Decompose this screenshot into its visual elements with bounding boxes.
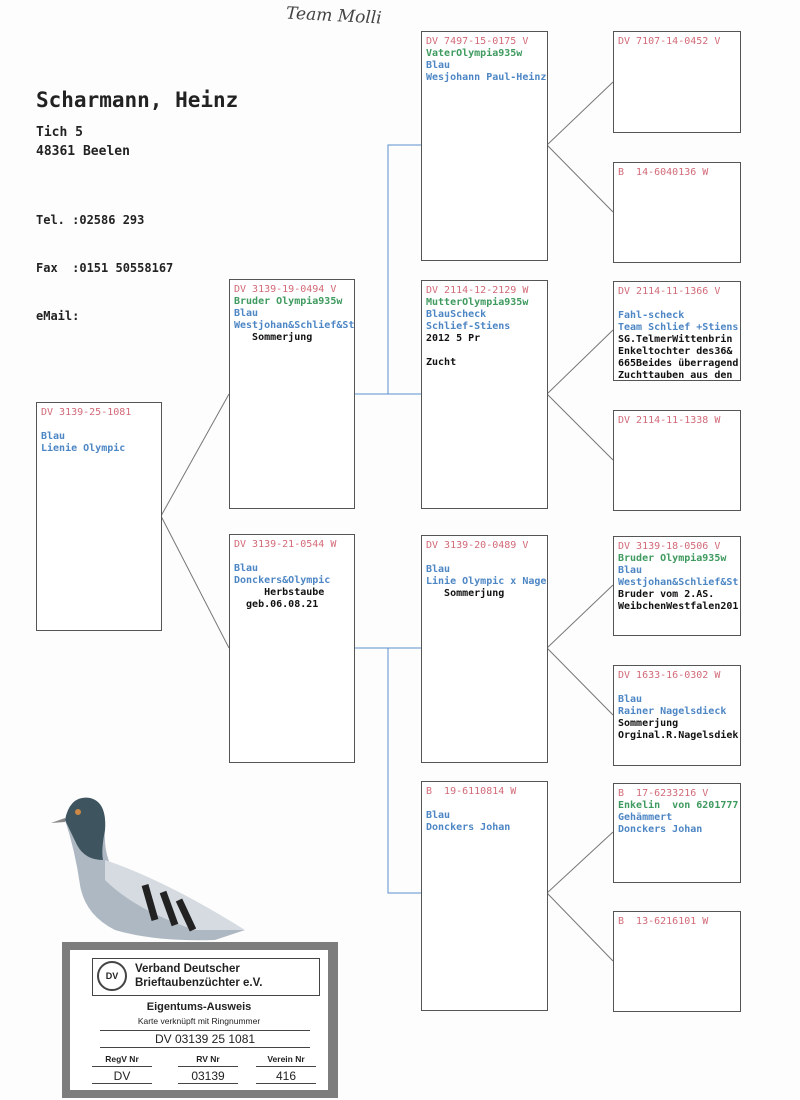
- ring-number: DV 3139-21-0544 W: [234, 539, 337, 550]
- ring-number: B 19-6110814 W: [426, 786, 517, 797]
- card-org-line2: Brieftaubenzüchter e.V.: [135, 977, 263, 989]
- vdbt-logo: DV: [97, 961, 127, 991]
- pedigree-line: WeibchenWestfalen201: [618, 601, 739, 612]
- owner-address: [36, 123, 130, 161]
- card-title: Eigentums-Ausweis: [146, 1001, 252, 1013]
- pedigree-line: Wesjohann Paul-Heinz: [426, 72, 547, 83]
- pedigree-line: Donckers Johan: [426, 822, 511, 833]
- pedigree-line: [618, 682, 736, 694]
- pedigree-line: Rainer Nagelsdieck: [618, 706, 727, 717]
- card-col-header: RV Nr: [178, 1054, 238, 1067]
- ring-number: DV 2114-12-2129 W: [426, 285, 529, 296]
- pedigree-line: Donckers Johan: [618, 824, 703, 835]
- ring-number: B 13-6216101 W: [618, 916, 709, 927]
- card-subtitle: Karte verknüpft mit Ringnummer: [137, 1016, 261, 1026]
- pedigree-line: Herbstaube: [234, 587, 325, 598]
- ring-number: DV 3139-25-1081: [41, 407, 132, 418]
- pedigree-line: Blau: [618, 694, 643, 705]
- pedigree-box-dam: [229, 534, 355, 763]
- handwritten-note: Team Molli: [285, 3, 383, 29]
- pedigree-line: Blau: [426, 564, 451, 575]
- pedigree-box-ddd: [613, 911, 741, 1012]
- card-col-header: Verein Nr: [256, 1054, 316, 1067]
- pedigree-box-sire-dam: [421, 280, 548, 509]
- owner-tel: Tel. :02586 293: [36, 213, 145, 227]
- pedigree-line: Sommerjung: [618, 718, 679, 729]
- card-col-regv: [92, 1054, 152, 1084]
- pedigree-line: 665Beides überragend: [618, 358, 739, 369]
- ownership-card: [62, 942, 338, 1098]
- pedigree-line: Westjohan&Schlief&St: [234, 320, 355, 331]
- pedigree-line: BlauScheck: [426, 309, 487, 320]
- ring-number: DV 3139-18-0506 V: [618, 541, 721, 552]
- pedigree-line: Orginal.R.Nagelsdiek: [618, 730, 739, 741]
- pedigree-line: Donckers&Olympic: [234, 575, 331, 586]
- pedigree-box-sire-sire: [421, 31, 548, 261]
- pedigree-line: Sommerjung: [426, 588, 505, 599]
- pedigree-line: Enkelin von 6201777: [618, 800, 739, 811]
- pedigree-line: [426, 798, 543, 810]
- ring-number: DV 2114-11-1338 W: [618, 415, 721, 426]
- pedigree-line: Gehämmert: [618, 812, 673, 823]
- card-col-value: 416: [256, 1069, 316, 1084]
- pedigree-line: Zuchttauben aus den: [618, 370, 733, 381]
- owner-fax: Fax :0151 50558167: [36, 261, 174, 275]
- pedigree-line: Zucht: [426, 357, 457, 368]
- pigeon-image: [45, 790, 265, 950]
- card-header: [92, 958, 320, 996]
- pedigree-line: [426, 552, 543, 564]
- pedigree-line: Bruder vom 2.AS.: [618, 589, 715, 600]
- pedigree-line: Sommerjung: [234, 332, 313, 343]
- pedigree-line: Blau: [41, 431, 66, 442]
- pedigree-line: Bruder Olympia935w: [618, 553, 727, 564]
- pedigree-box-subject: [36, 402, 162, 631]
- pedigree-line: [41, 419, 157, 431]
- pedigree-line: [618, 298, 736, 310]
- card-org-name: [135, 962, 262, 990]
- pedigree-box-sss: [613, 31, 741, 133]
- ring-number: DV 1633-16-0302 W: [618, 670, 721, 681]
- pedigree-line: Lienie Olympic: [41, 443, 126, 454]
- owner-email: eMail:: [36, 309, 80, 323]
- pedigree-box-dam-sire: [421, 535, 548, 763]
- pedigree-line: Blau: [426, 810, 451, 821]
- ring-number: DV 3139-20-0489 V: [426, 540, 529, 551]
- pedigree-line: Fahl-scheck: [618, 310, 685, 321]
- pedigree-box-dss: [613, 536, 741, 636]
- owner-contact: [36, 180, 173, 356]
- pedigree-box-sds: [613, 281, 741, 381]
- ring-number: DV 7497-15-0175 V: [426, 36, 529, 47]
- card-col-rv: [178, 1054, 238, 1084]
- pedigree-line: [426, 345, 543, 357]
- card-col-value: DV: [92, 1069, 152, 1084]
- pedigree-line: Schlief-Stiens: [426, 321, 511, 332]
- ring-number: DV 2114-11-1366 V: [618, 286, 721, 297]
- pedigree-line: geb.06.08.21: [234, 599, 319, 610]
- pedigree-line: Blau: [426, 60, 451, 71]
- owner-street: Tich 5: [36, 125, 83, 140]
- owner-name: Scharmann, Heinz: [36, 88, 239, 112]
- card-col-verein: [256, 1054, 316, 1084]
- ring-number: DV 3139-19-0494 V: [234, 284, 337, 295]
- pedigree-line: Westjohan&Schlief&St: [618, 577, 739, 588]
- pedigree-line: 2012 5 Pr: [426, 333, 481, 344]
- pedigree-box-dam-dam: [421, 781, 548, 1011]
- pedigree-box-dsd: [613, 665, 741, 766]
- ring-number: DV 7107-14-0452 V: [618, 36, 721, 47]
- pedigree-line: MutterOlympia935w: [426, 297, 529, 308]
- owner-city: 48361 Beelen: [36, 144, 130, 159]
- pedigree-line: [234, 551, 350, 563]
- pedigree-line: Linie Olympic x Nage: [426, 576, 547, 587]
- ring-number: B 14-6040136 W: [618, 167, 709, 178]
- pedigree-line: Blau: [618, 565, 643, 576]
- pedigree-line: Blau: [234, 563, 259, 574]
- card-ring-number: DV 03139 25 1081: [100, 1030, 310, 1048]
- pedigree-line: Enkeltochter des36&: [618, 346, 733, 357]
- pedigree-line: Blau: [234, 308, 259, 319]
- pedigree-line: Team Schlief +Stiens: [618, 322, 739, 333]
- pedigree-box-ssd: [613, 162, 741, 263]
- pedigree-line: VaterOlympia935w: [426, 48, 523, 59]
- card-col-header: RegV Nr: [92, 1054, 152, 1067]
- card-org-line1: Verband Deutscher: [135, 963, 240, 975]
- pedigree-line: SG.TelmerWittenbrin: [618, 334, 733, 345]
- pedigree-box-sdd: [613, 410, 741, 511]
- pedigree-box-sire: [229, 279, 355, 509]
- ring-number: B 17-6233216 V: [618, 788, 709, 799]
- card-col-value: 03139: [178, 1069, 238, 1084]
- pedigree-line: Bruder Olympia935w: [234, 296, 343, 307]
- pedigree-box-dds: [613, 783, 741, 883]
